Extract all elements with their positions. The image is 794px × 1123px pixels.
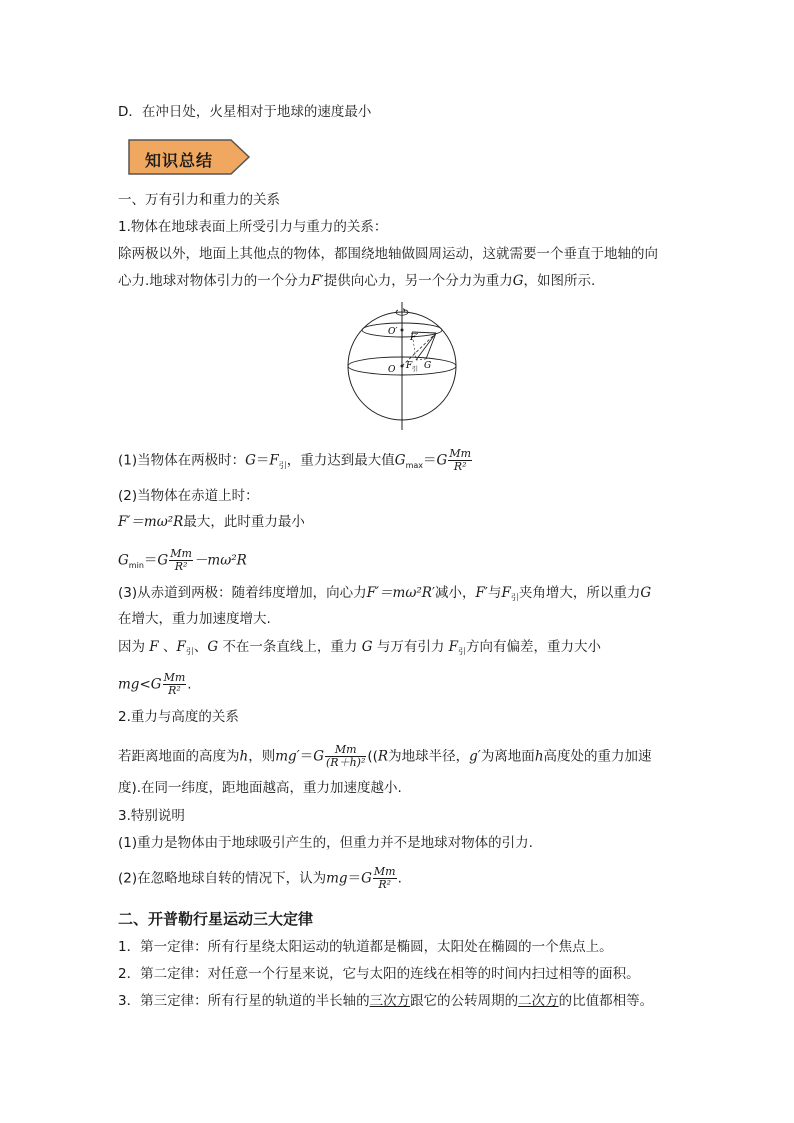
paragraph-1-line-2: 心力.地球对物体引力的一个分力F′提供向心力，另一个分力为重力G，如图所示. <box>118 273 596 289</box>
case-2-line-1: F′＝mω²R最大，此时重力最小 <box>118 514 305 530</box>
section-3-title: 3.特别说明 <box>118 808 185 824</box>
case-4-line-2: mg<G $\frac{Mm}{\text{R²}}$ . <box>118 671 192 697</box>
label-g: G <box>424 361 432 371</box>
case-4-line-1: 因为 F 、$F_引$、G 不在一条直线上，重力 G 与万有引力 $F_引$方向有偏差，重力大小 <box>118 639 601 656</box>
case-1: (1)当物体在两极时：$G=F_引$，重力达到最大值$G_{max}=G$ $\frac{Mm}{\text{R²}}$ <box>118 447 472 473</box>
case-3-line-2: 在增大，重力加速度增大. <box>118 611 271 627</box>
case-2-line-2: $G_{min}=G$ $\frac{Mm}{\text{R²}}$ －mω²R <box>118 547 247 573</box>
earth-gravity-diagram <box>332 296 472 432</box>
kepler-title: 二、开普勒行星运动三大定律 <box>118 910 314 928</box>
label-o-prime: O′ <box>388 327 398 337</box>
section-2-line-2: 度).在同一纬度，距地面越高，重力加速度越小. <box>118 780 402 796</box>
section-1-title: 一、万有引力和重力的关系 <box>118 192 280 208</box>
banner-label: 知识总结 <box>145 151 214 170</box>
case-2-title: (2)当物体在赤道上时： <box>118 488 259 504</box>
label-f-prime: F′ <box>410 333 419 343</box>
section-2-line-1: 若距离地面的高度为h，则mg′＝G $\frac{Mm}{\text{(R＋h)²}}$ ((R为地球半径，g′为离地面h高度处的重力加速 <box>118 743 652 769</box>
kepler-law-2: 2．第二定律：对任意一个行星来说，它与太阳的连线在相等的时间内扫过相等的面积。 <box>118 966 640 982</box>
kepler-law-3: 3．第三定律：所有行星的轨道的半长轴的三次方跟它的公转周期的二次方的比值都相等。 <box>118 993 654 1009</box>
section-3-line-1: (1)重力是物体由于地球吸引产生的，但重力并不是地球对物体的引力. <box>118 835 533 851</box>
section-3-line-2: (2)在忽略地球自转的情况下，认为mg＝G $\frac{Mm}{\text{R²}}$ . <box>118 865 402 891</box>
kepler-law-1: 1．第一定律：所有行星绕太阳运动的轨道都是椭圆，太阳处在椭圆的一个焦点上。 <box>118 939 613 955</box>
paragraph-1-line-1: 除两极以外，地面上其他点的物体，都围绕地轴做圆周运动，这就需要一个垂直于地轴的向 <box>118 246 658 262</box>
paragraph-1-title: 1.物体在地球表面上所受引力与重力的关系： <box>118 219 388 235</box>
section-2-title: 2.重力与高度的关系 <box>118 709 239 725</box>
label-yin-sub: 引 <box>412 366 419 373</box>
option-d: D．在冲日处，火星相对于地球的速度最小 <box>118 104 372 120</box>
case-3-line-1: (3)从赤道到两极：随着纬度增加，向心力F′＝mω²R′减小，F′与$F_引$夹角增大，所以重力G <box>118 585 652 602</box>
label-f-yin: F <box>406 361 413 371</box>
label-o: O <box>388 365 396 375</box>
